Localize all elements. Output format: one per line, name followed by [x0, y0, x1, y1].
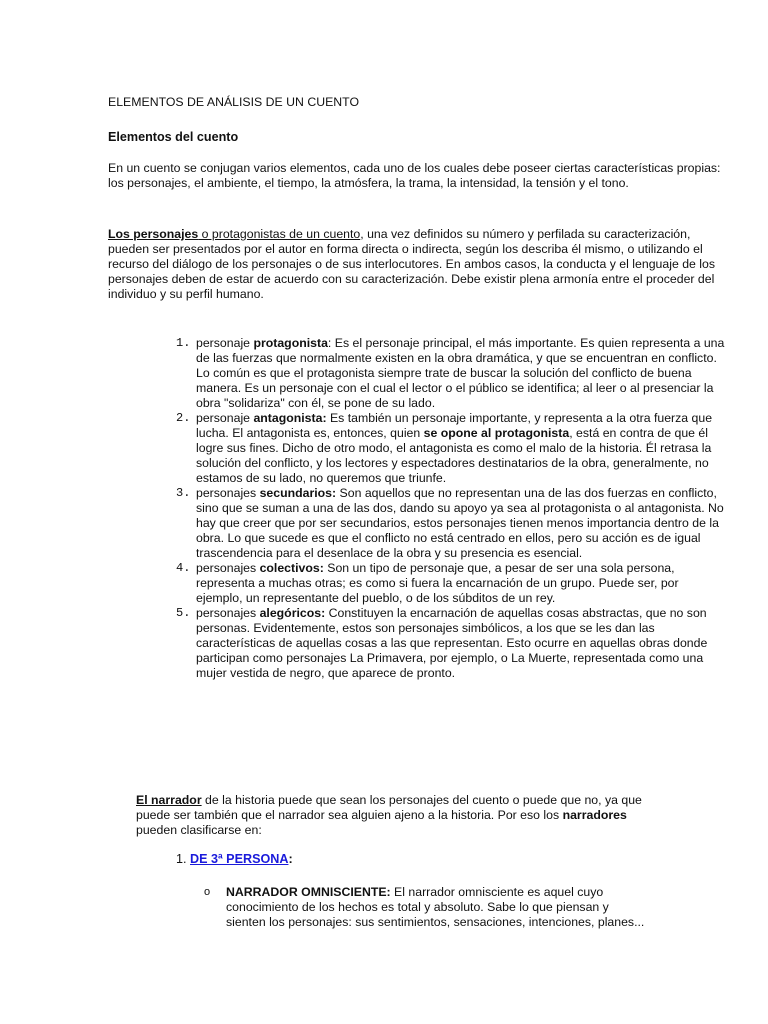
list-term: colectivos: [259, 561, 324, 575]
sub-heading [176, 852, 293, 867]
list-prefix: personajes [196, 486, 260, 500]
personajes-lead-rest: o protagonistas de un cuento [198, 227, 361, 241]
bullet-text: El narrador omnisciente es aquel cuyo conocimiento de los hechos es total y absoluto. Sabe lo que piensan y sienten los personajes: sus sentimientos, sensaciones, intenciones, planes... [226, 885, 645, 929]
list-term: protagonista [253, 336, 328, 350]
list-number: 4. [176, 561, 191, 575]
list-text: Es también un personaje importante, y representa a la otra fuerza que lucha. El antagonista es, entonces, quien [196, 411, 713, 440]
list-number: 3. [176, 486, 191, 500]
list-text-continued: , está en contra de que él logre sus fines. Dicho de otro modo, el antagonista es como el malo de la historia. Él retrasa la solución del conflicto, y los lectores y espectadores destinatarios de la obra, generalmente, no estamos de su lado, no queremos que triunfe. [196, 426, 712, 485]
section-title: Elementos del cuento [108, 130, 239, 144]
list-item [108, 336, 728, 411]
character-types-list [108, 336, 728, 681]
list-prefix: personaje [196, 411, 254, 425]
personajes-lead-bold: Los personajes [108, 227, 199, 241]
list-term: secundarios: [259, 486, 337, 500]
list-item [108, 561, 728, 606]
list-emphasis: se opone al protagonista [423, 426, 570, 440]
personajes-body: , una vez definidos su número y perfilada su caracterización, pueden ser presentados por el autor en forma directa o indirecta, según los describa él mismo, o utilizando el recurso del diálogo de los personajes o de sus interlocutores. En ambos casos, la conducta y el lenguaje de los personajes deben de estar de acuerdo con su caracterización. Debe existir plena armonía entre el proceder del individuo y su perfil humano. [108, 227, 716, 301]
list-item [108, 606, 728, 681]
personajes-lead-link [108, 227, 360, 241]
list-number: 1. [176, 336, 191, 350]
bullet-term: NARRADOR OMNISCIENTE: [226, 885, 391, 899]
list-prefix: personaje [196, 336, 254, 350]
bullet-item [204, 885, 646, 930]
intro-paragraph: En un cuento se conjugan varios elementos, cada uno de los cuales debe poseer ciertas características propias: los personajes, el ambiente, el tiempo, la atmósfera, la trama, la intensidad, la tensión y el tono. [108, 161, 721, 190]
document-title: ELEMENTOS DE ANÁLISIS DE UN CUENTO [108, 95, 360, 109]
list-item [108, 411, 728, 486]
narrador-text: de la historia puede que sean los personajes del cuento o puede que no, ya que puede ser también que el narrador sea alguien ajeno a la historia. Por eso los [136, 793, 642, 822]
list-prefix: personajes [196, 561, 260, 575]
list-term: alegóricos: [259, 606, 326, 620]
circle-bullet-icon: o [204, 886, 211, 898]
list-number: 2. [176, 411, 191, 425]
list-item [108, 486, 728, 561]
sub-heading-number: 1. [176, 852, 191, 866]
sub-heading-colon: : [288, 852, 293, 866]
narrador-lead: El narrador [136, 793, 202, 807]
list-term: antagonista: [253, 411, 327, 425]
narrador-text-end: pueden clasificarse en: [136, 823, 262, 837]
list-text: Son un tipo de personaje que, a pesar de ser una sola persona, representa a muchas otras; es como si fuera la encarnación de un grupo. Puede ser, por ejemplo, un representante del pueblo, o de los súbditos de un rey. [196, 561, 679, 605]
personajes-paragraph [108, 227, 728, 302]
narrador-bold: narradores [562, 808, 627, 822]
list-text: Constituyen la encarnación de aquellas cosas abstractas, que no son personas. Evidentemente, estos son personajes simbólicos, a los que se les dan las características de aquellas cosas a las que representan. Esto ocurre en aquellas obras donde participan como personajes La Primavera, por ejemplo, o La Muerte, representada como una mujer vestida de negro, que aparece de pronto. [196, 606, 708, 680]
list-text: Son aquellos que no representan una de las dos fuerzas en conflicto, sino que se suman a una de las dos, dando su apoyo ya sea al protagonista o al antagonista. No hay que creer que por ser secundarios, estos personajes tienen menos importancia dentro de la obra. Lo que sucede es que el conflicto no está centrado en ellos, pero su acción es de igual trascendencia para el desenlace de la obra y su presencia es esencial. [196, 486, 724, 560]
list-number: 5. [176, 606, 191, 620]
list-prefix: personajes [196, 606, 260, 620]
list-text: : Es el personaje principal, el más importante. Es quien representa a una de las fuerzas que normalmente existen en la obra dramática, y que se encuentran en conflicto. Lo común es que el protagonista siempre trate de buscar la solución del conflicto de buena manera. Es un personaje con el cual el lector o el público se identifica; al leer o al presenciar la obra "solidariza" con él, se pone de su lado. [196, 336, 725, 410]
sub-heading-label: DE 3ª PERSONA [190, 852, 289, 866]
narrador-paragraph [136, 793, 656, 838]
